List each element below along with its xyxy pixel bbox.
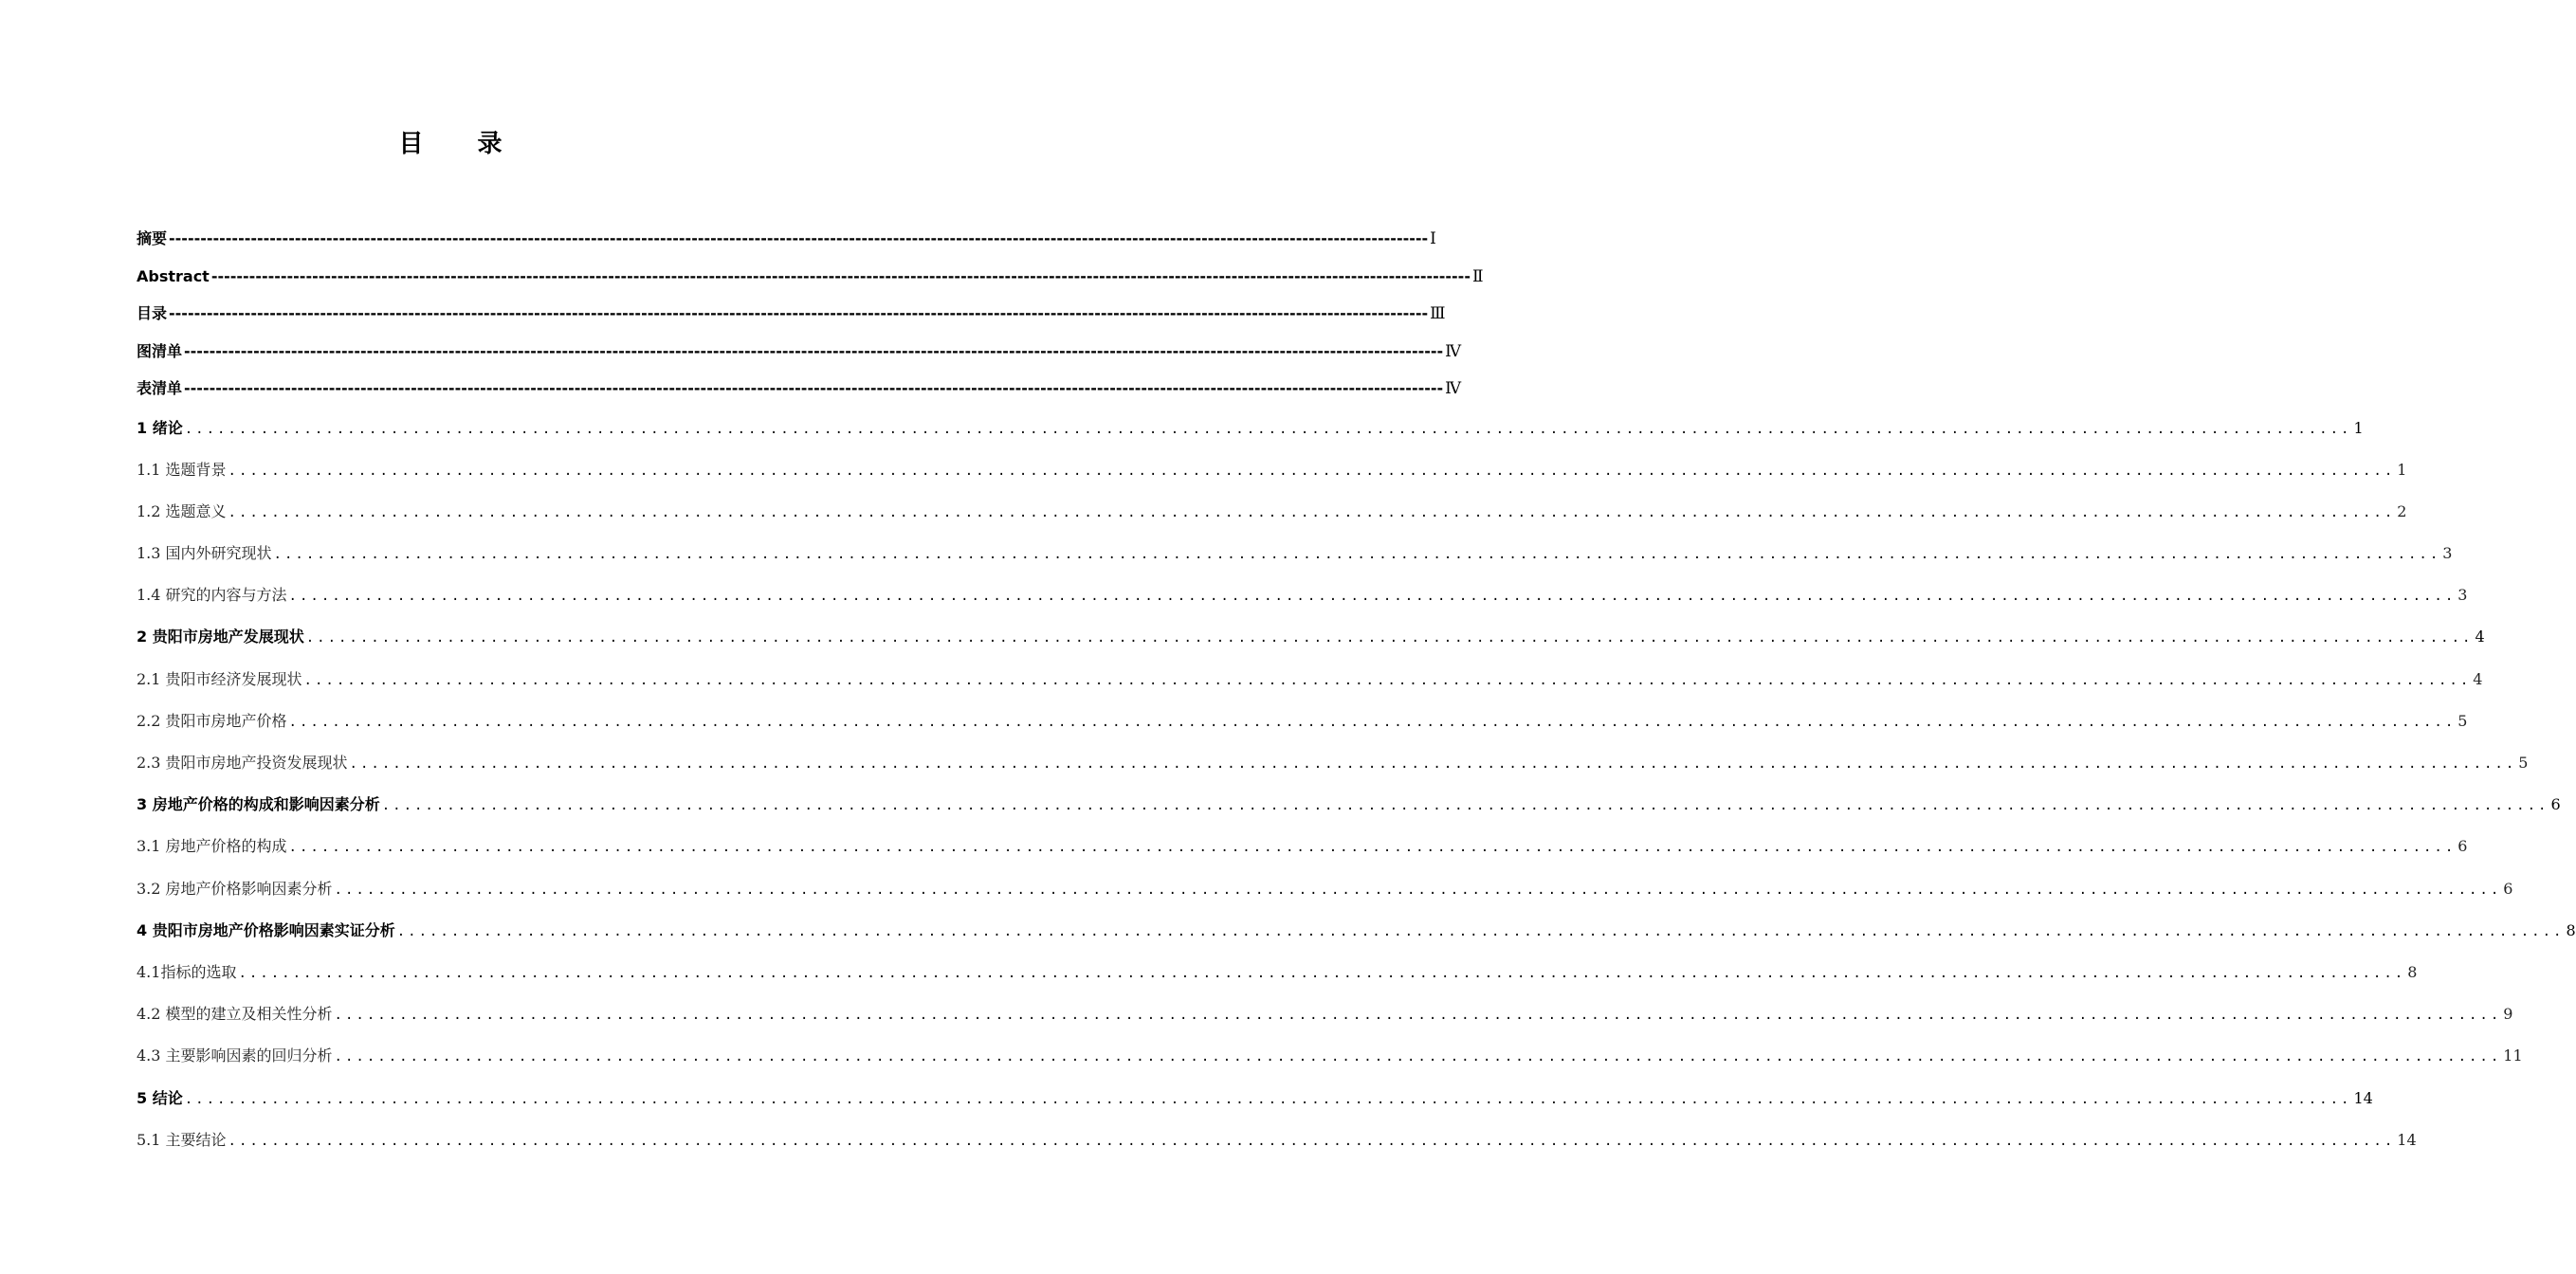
toc-item-page: 8 (2566, 920, 2576, 939)
toc-leader-dots: ........................................................................................................................................................................................................ (334, 1049, 2502, 1065)
toc-leader-dashes: -------------------------------------------------------------------------------------------------------------------------------------------------------------------------------------------------------- (184, 379, 1444, 397)
toc-item-label: 2.1 贵阳市经济发展现状 (137, 669, 302, 688)
toc-item-label: 4.2 模型的建立及相关性分析 (137, 1005, 333, 1024)
toc-item-label: 5.1 主要结论 (137, 1130, 227, 1149)
toc-leader-dashes: -------------------------------------------------------------------------------------------------------------------------------------------------------------------------------------------------------- (210, 266, 1471, 285)
toc-front-item-figures[interactable] (137, 333, 1462, 371)
toc-chapter-item[interactable] (137, 408, 2364, 449)
toc-item-page: 3 (2442, 544, 2453, 563)
toc-title: 目 录 (398, 130, 525, 158)
toc-section-item[interactable] (137, 826, 2468, 867)
toc-section-item[interactable] (137, 533, 2453, 574)
toc-item-label: 表清单 (137, 379, 183, 397)
toc-item-label: 1.1 选题背景 (137, 460, 227, 479)
toc-item-page: Ⅱ (1471, 266, 1484, 286)
toc-item-label: 2 贵阳市房地产发展现状 (137, 628, 304, 646)
toc-leader-dots: ........................................................................................................................................................................................................ (288, 714, 2457, 730)
toc-leader-dots: ........................................................................................................................................................................................................ (288, 589, 2457, 605)
toc-item-label: 5 结论 (137, 1088, 183, 1107)
toc-leader-dots: ........................................................................................................................................................................................................ (238, 965, 2406, 981)
toc-section-item[interactable] (137, 659, 2483, 701)
toc-leader-dashes: -------------------------------------------------------------------------------------------------------------------------------------------------------------------------------------------------------- (169, 229, 1429, 247)
toc-item-page: Ⅳ (1445, 379, 1462, 398)
toc-item-label: 图清单 (137, 341, 183, 360)
toc-section-item[interactable] (137, 868, 2513, 910)
toc-item-label: 4 贵阳市房地产价格影响因素实证分析 (137, 920, 395, 939)
toc-section-item[interactable] (137, 993, 2513, 1035)
toc-section-item[interactable] (137, 742, 2529, 784)
toc-item-page: 14 (2353, 1088, 2373, 1107)
toc-section-item[interactable] (137, 701, 2468, 742)
toc-item-page: 4 (2475, 628, 2485, 646)
toc-item-page: Ⅰ (1430, 229, 1436, 248)
toc-item-label: 摘要 (137, 229, 168, 247)
toc-item-label: 1 绪论 (137, 418, 183, 437)
toc-item-label: 3 房地产价格的构成和影响因素分析 (137, 795, 380, 814)
toc-section-item[interactable] (137, 449, 2407, 491)
toc-item-page: 8 (2407, 962, 2418, 981)
toc-chapter-item[interactable] (137, 910, 2576, 952)
toc-item-label: 1.4 研究的内容与方法 (137, 586, 287, 605)
toc-item-page: 14 (2397, 1130, 2417, 1149)
toc-item-page: 2 (2397, 501, 2407, 520)
toc-front-item-tables[interactable] (137, 370, 1462, 408)
toc-leader-dashes: -------------------------------------------------------------------------------------------------------------------------------------------------------------------------------------------------------- (184, 341, 1444, 360)
toc-leader-dots: ........................................................................................................................................................................................................ (349, 756, 2517, 772)
toc-front-item-abstract-cn[interactable] (137, 220, 1436, 258)
toc-leader-dots: ........................................................................................................................................................................................................ (396, 923, 2565, 939)
toc-item-page: 4 (2473, 669, 2483, 688)
toc-section-item[interactable] (137, 1119, 2417, 1161)
table-of-contents (137, 220, 2576, 1161)
toc-section-item[interactable] (137, 952, 2418, 993)
toc-item-page: 9 (2503, 1005, 2513, 1024)
toc-item-label: 4.1指标的选取 (137, 962, 237, 981)
toc-item-page: 6 (2550, 795, 2561, 814)
toc-item-label: 2.2 贵阳市房地产价格 (137, 711, 287, 730)
toc-item-label: 4.3 主要影响因素的回归分析 (137, 1046, 333, 1065)
toc-leader-dots: ........................................................................................................................................................................................................ (305, 630, 2474, 646)
toc-leader-dots: ........................................................................................................................................................................................................ (288, 840, 2457, 856)
toc-item-page: 11 (2503, 1046, 2523, 1065)
toc-front-item-abstract-en[interactable] (137, 258, 1484, 296)
toc-chapter-item[interactable] (137, 1078, 2373, 1119)
toc-leader-dots: ........................................................................................................................................................................................................ (334, 1008, 2502, 1024)
toc-front-item-contents[interactable] (137, 295, 1446, 333)
toc-leader-dots: ........................................................................................................................................................................................................ (303, 672, 2472, 688)
toc-leader-dots: ........................................................................................................................................................................................................ (228, 463, 2396, 479)
toc-chapter-item[interactable] (137, 784, 2561, 826)
toc-section-item[interactable] (137, 574, 2468, 616)
toc-item-page: Ⅲ (1430, 304, 1446, 323)
toc-item-label: 3.2 房地产价格影响因素分析 (137, 879, 333, 898)
toc-section-item[interactable] (137, 491, 2407, 533)
toc-item-label: 2.3 贵阳市房地产投资发展现状 (137, 754, 348, 772)
toc-item-page: 3 (2457, 586, 2468, 605)
toc-item-label: 1.2 选题意义 (137, 501, 227, 520)
toc-item-page: 1 (2397, 460, 2407, 479)
toc-chapter-item[interactable] (137, 616, 2485, 658)
toc-section-item[interactable] (137, 1035, 2523, 1077)
toc-leader-dots: ........................................................................................................................................................................................................ (184, 421, 2352, 437)
toc-leader-dots: ........................................................................................................................................................................................................ (184, 1091, 2352, 1107)
toc-item-page: 5 (2518, 754, 2529, 772)
toc-item-label: 目录 (137, 304, 168, 322)
toc-leader-dashes: -------------------------------------------------------------------------------------------------------------------------------------------------------------------------------------------------------- (169, 304, 1429, 322)
toc-item-label: 1.3 国内外研究现状 (137, 544, 272, 563)
toc-entries (137, 408, 2576, 1161)
toc-item-page: 6 (2503, 879, 2513, 898)
toc-item-page: 6 (2457, 837, 2468, 856)
toc-item-label: Abstract (137, 266, 210, 285)
toc-leader-dots: ........................................................................................................................................................................................................ (334, 882, 2502, 898)
toc-item-label: 3.1 房地产价格的构成 (137, 837, 287, 856)
toc-leader-dots: ........................................................................................................................................................................................................ (381, 798, 2549, 814)
toc-item-page: 1 (2353, 418, 2364, 437)
toc-leader-dots: ........................................................................................................................................................................................................ (228, 1133, 2396, 1149)
toc-item-page: 5 (2457, 711, 2468, 730)
toc-leader-dots: ........................................................................................................................................................................................................ (273, 547, 2441, 563)
toc-item-page: Ⅳ (1445, 341, 1462, 361)
toc-leader-dots: ........................................................................................................................................................................................................ (228, 504, 2396, 520)
